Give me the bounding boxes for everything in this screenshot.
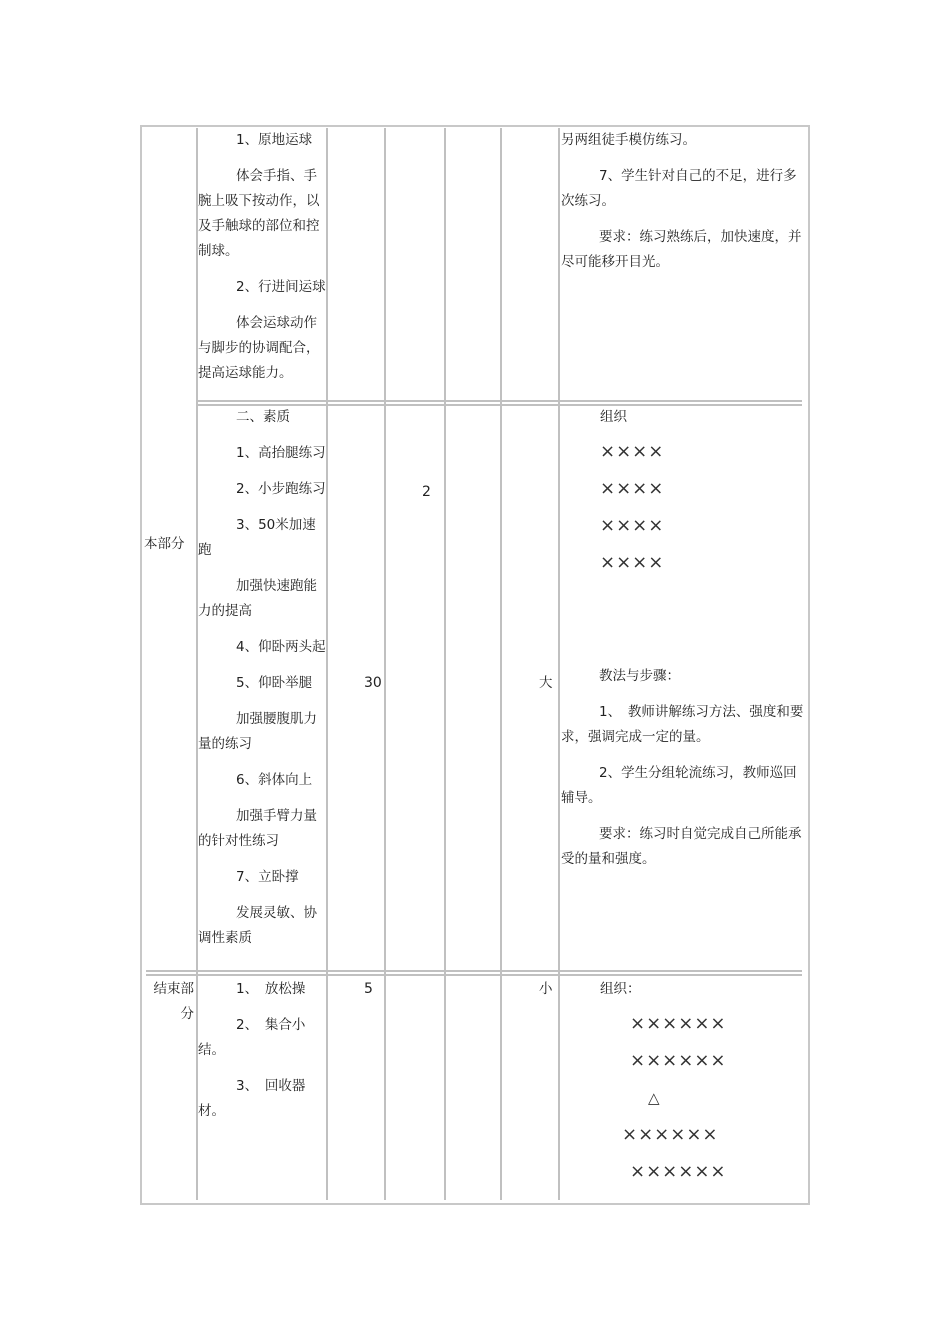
content-line: 2、 集合小结。 [198,1017,306,1058]
intensity-value: 大 [539,675,553,691]
method-line: 另两组徒手模仿练习。 [561,132,696,148]
top-content-cell [198,128,326,397]
teacher-triangle-icon: △ [648,1089,660,1107]
content-line: 1、原地运球 [236,132,313,148]
formation-row: ×××××× [630,1013,727,1034]
formation-row: ×××××× [622,1124,719,1145]
formation-row: ×××× [600,515,665,536]
column-divider [558,128,560,1200]
content-line: 发展灵敏、协调性素质 [198,905,317,946]
content-line: 二、素质 [236,409,290,425]
row-divider [146,974,802,976]
content-line: 3、 回收器材。 [198,1078,306,1119]
org-title: 组织 [600,409,627,425]
method-line: 1、 教师讲解练习方法、强度和要求，强调完成一定的量。 [561,704,804,745]
middle-method-cell [561,664,807,883]
formation-row: ×××××× [630,1050,727,1071]
content-line: 2、行进间运球 [236,279,326,295]
content-line: 1、 放松操 [236,981,306,997]
content-line: 体会运球动作与脚步的协调配合，提高运球能力。 [198,315,320,381]
formation-row: ×××××× [630,1161,727,1182]
content-line: 体会手指、手腕上吸下按动作，以及手触球的部位和控制球。 [198,168,320,259]
intensity-value: 小 [539,981,553,997]
row-divider [196,400,802,402]
time-value: 5 [364,981,373,997]
column-divider [326,128,328,1200]
content-line: 加强腰腹肌力量的练习 [198,711,317,752]
times-value: 2 [422,484,431,500]
content-line: 4、仰卧两头起 [236,639,326,655]
middle-content-cell [198,405,326,962]
row-divider [146,970,802,972]
formation-row: ×××× [600,478,665,499]
column-divider [500,128,502,1200]
top-method-cell [561,128,807,286]
column-divider [384,128,386,1200]
content-line: 7、立卧撑 [236,869,299,885]
method-line: 要求：练习时自觉完成自己所能承受的量和强度。 [561,826,802,867]
content-line: 加强快速跑能力的提高 [198,578,317,619]
content-line: 5、仰卧举腿 [236,675,313,691]
formation-row: ×××× [600,441,665,462]
section-label: 结束部分 [153,981,194,1022]
method-line: 7、学生针对自己的不足，进行多次练习。 [561,168,797,209]
column-divider [444,128,446,1200]
content-line: 加强手臂力量的针对性练习 [198,808,317,849]
method-title: 教法与步骤： [599,668,680,684]
method-line: 要求：练习熟练后，加快速度，并尽可能移开目光。 [561,229,802,270]
time-value: 30 [364,675,382,691]
formation-row: ×××× [600,552,665,573]
end-content-cell [198,977,324,1135]
content-line: 3、50米加速跑 [198,517,316,558]
method-line: 2、学生分组轮流练习，教师巡回辅导。 [561,765,797,806]
content-line: 2、小步跑练习 [236,481,326,497]
org-title: 组织： [600,981,641,997]
section-label: 本部分 [144,536,185,552]
content-line: 6、斜体向上 [236,772,313,788]
content-line: 1、高抬腿练习 [236,445,326,461]
